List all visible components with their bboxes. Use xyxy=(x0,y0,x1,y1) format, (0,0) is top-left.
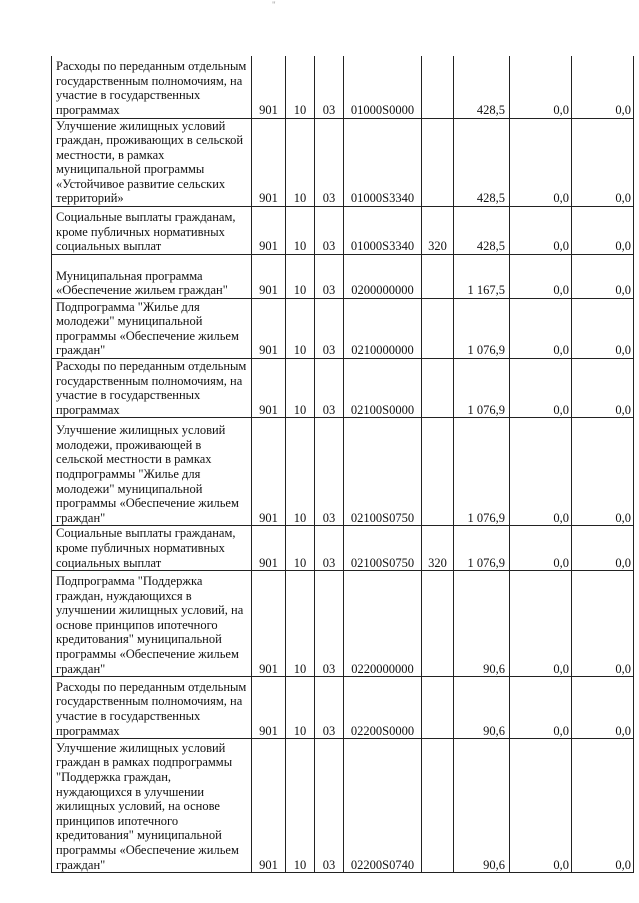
row-pr: 03 xyxy=(315,56,344,118)
row-sum-2024: 1 076,9 xyxy=(454,418,510,526)
row-sum-2026: 0,0 xyxy=(572,359,634,418)
row-name: Подпрограмма "Жилье для молодежи" муниципальной программы «Обеспечение жильем граждан" xyxy=(52,299,252,359)
row-csr: 01000S0000 xyxy=(344,56,422,118)
row-sum-2026: 0,0 xyxy=(572,526,634,571)
row-sum-2024: 428,5 xyxy=(454,207,510,255)
row-csr: 0200000000 xyxy=(344,255,422,299)
row-rz: 10 xyxy=(286,255,315,299)
table-row xyxy=(52,526,634,571)
row-vr xyxy=(422,56,454,118)
row-pr: 03 xyxy=(315,207,344,255)
row-sum-2025: 0,0 xyxy=(510,118,572,207)
table-row xyxy=(52,677,634,739)
row-sum-2026: 0,0 xyxy=(572,207,634,255)
row-vr xyxy=(422,118,454,207)
table-row xyxy=(52,299,634,359)
row-name: Улучшение жилищных условий граждан, проживающих в сельской местности, в рамках муниципальной программы «Устойчивое развитие сельских территорий» xyxy=(52,118,252,207)
table-row xyxy=(52,739,634,873)
row-csr: 02100S0750 xyxy=(344,526,422,571)
row-vr xyxy=(422,299,454,359)
row-sum-2025: 0,0 xyxy=(510,418,572,526)
row-ved: 901 xyxy=(252,299,286,359)
row-rz: 10 xyxy=(286,118,315,207)
table-row xyxy=(52,56,634,118)
row-name: Подпрограмма "Поддержка граждан, нуждающихся в улучшении жилищных условий, на основе принципов ипотечного кредитования" муниципальной программы «Обеспечение жильем граждан" xyxy=(52,571,252,677)
row-ved: 901 xyxy=(252,359,286,418)
row-ved: 901 xyxy=(252,526,286,571)
row-pr: 03 xyxy=(315,255,344,299)
row-name: Социальные выплаты гражданам, кроме публичных нормативных социальных выплат xyxy=(52,526,252,571)
row-name: Улучшение жилищных условий молодежи, проживающей в сельской местности в рамках подпрограммы "Жилье для молодежи" муниципальной программы «Обеспечение жильем граждан" xyxy=(52,418,252,526)
row-rz: 10 xyxy=(286,739,315,873)
row-pr: 03 xyxy=(315,526,344,571)
row-rz: 10 xyxy=(286,299,315,359)
row-vr xyxy=(422,677,454,739)
row-rz: 10 xyxy=(286,359,315,418)
table-row xyxy=(52,359,634,418)
row-sum-2025: 0,0 xyxy=(510,56,572,118)
row-sum-2026: 0,0 xyxy=(572,118,634,207)
row-vr xyxy=(422,571,454,677)
row-pr: 03 xyxy=(315,418,344,526)
page-mark: " xyxy=(272,0,276,10)
row-name: Улучшение жилищных условий граждан в рамках подпрограммы "Поддержка граждан, нуждающихся в улучшении жилищных условий, на основе принципов ипотечного кредитования" муниципальной программы «Обеспечение жильем граждан" xyxy=(52,739,252,873)
row-sum-2024: 1 167,5 xyxy=(454,255,510,299)
table-row xyxy=(52,207,634,255)
row-pr: 03 xyxy=(315,677,344,739)
row-pr: 03 xyxy=(315,739,344,873)
row-sum-2024: 1 076,9 xyxy=(454,526,510,571)
row-rz: 10 xyxy=(286,677,315,739)
row-vr xyxy=(422,418,454,526)
row-vr: 320 xyxy=(422,526,454,571)
row-sum-2024: 90,6 xyxy=(454,571,510,677)
row-rz: 10 xyxy=(286,418,315,526)
budget-table xyxy=(51,56,634,873)
row-ved: 901 xyxy=(252,56,286,118)
row-sum-2025: 0,0 xyxy=(510,207,572,255)
row-rz: 10 xyxy=(286,526,315,571)
table-row xyxy=(52,118,634,207)
row-csr: 02200S0740 xyxy=(344,739,422,873)
row-pr: 03 xyxy=(315,571,344,677)
row-sum-2025: 0,0 xyxy=(510,739,572,873)
row-csr: 0210000000 xyxy=(344,299,422,359)
row-sum-2026: 0,0 xyxy=(572,571,634,677)
row-ved: 901 xyxy=(252,677,286,739)
row-sum-2025: 0,0 xyxy=(510,677,572,739)
row-name: Социальные выплаты гражданам, кроме публичных нормативных социальных выплат xyxy=(52,207,252,255)
row-sum-2024: 428,5 xyxy=(454,56,510,118)
row-csr: 0220000000 xyxy=(344,571,422,677)
row-sum-2025: 0,0 xyxy=(510,299,572,359)
row-csr: 02200S0000 xyxy=(344,677,422,739)
table-row xyxy=(52,255,634,299)
row-sum-2025: 0,0 xyxy=(510,526,572,571)
row-csr: 01000S3340 xyxy=(344,207,422,255)
table-row xyxy=(52,418,634,526)
row-ved: 901 xyxy=(252,255,286,299)
row-sum-2025: 0,0 xyxy=(510,571,572,677)
row-sum-2024: 1 076,9 xyxy=(454,359,510,418)
row-ved: 901 xyxy=(252,571,286,677)
row-rz: 10 xyxy=(286,571,315,677)
row-sum-2025: 0,0 xyxy=(510,359,572,418)
row-csr: 02100S0000 xyxy=(344,359,422,418)
row-vr xyxy=(422,739,454,873)
row-sum-2026: 0,0 xyxy=(572,255,634,299)
row-sum-2026: 0,0 xyxy=(572,299,634,359)
table-row xyxy=(52,571,634,677)
row-sum-2024: 1 076,9 xyxy=(454,299,510,359)
row-pr: 03 xyxy=(315,359,344,418)
row-ved: 901 xyxy=(252,418,286,526)
row-ved: 901 xyxy=(252,118,286,207)
row-sum-2026: 0,0 xyxy=(572,418,634,526)
row-vr: 320 xyxy=(422,207,454,255)
row-csr: 01000S3340 xyxy=(344,118,422,207)
row-sum-2026: 0,0 xyxy=(572,739,634,873)
row-pr: 03 xyxy=(315,299,344,359)
row-name: Муниципальная программа «Обеспечение жильем граждан" xyxy=(52,255,252,299)
row-sum-2024: 90,6 xyxy=(454,739,510,873)
row-vr xyxy=(422,255,454,299)
row-name: Расходы по переданным отдельным государственным полномочиям, на участие в государственных программах xyxy=(52,56,252,118)
row-csr: 02100S0750 xyxy=(344,418,422,526)
row-sum-2024: 90,6 xyxy=(454,677,510,739)
row-ved: 901 xyxy=(252,739,286,873)
row-sum-2025: 0,0 xyxy=(510,255,572,299)
row-name: Расходы по переданным отдельным государственным полномочиям, на участие в государственных программах xyxy=(52,677,252,739)
row-rz: 10 xyxy=(286,56,315,118)
row-sum-2024: 428,5 xyxy=(454,118,510,207)
table-body xyxy=(52,56,634,873)
row-rz: 10 xyxy=(286,207,315,255)
row-sum-2026: 0,0 xyxy=(572,56,634,118)
row-vr xyxy=(422,359,454,418)
row-name: Расходы по переданным отдельным государственным полномочиям, на участие в государственных программах xyxy=(52,359,252,418)
row-pr: 03 xyxy=(315,118,344,207)
row-ved: 901 xyxy=(252,207,286,255)
row-sum-2026: 0,0 xyxy=(572,677,634,739)
